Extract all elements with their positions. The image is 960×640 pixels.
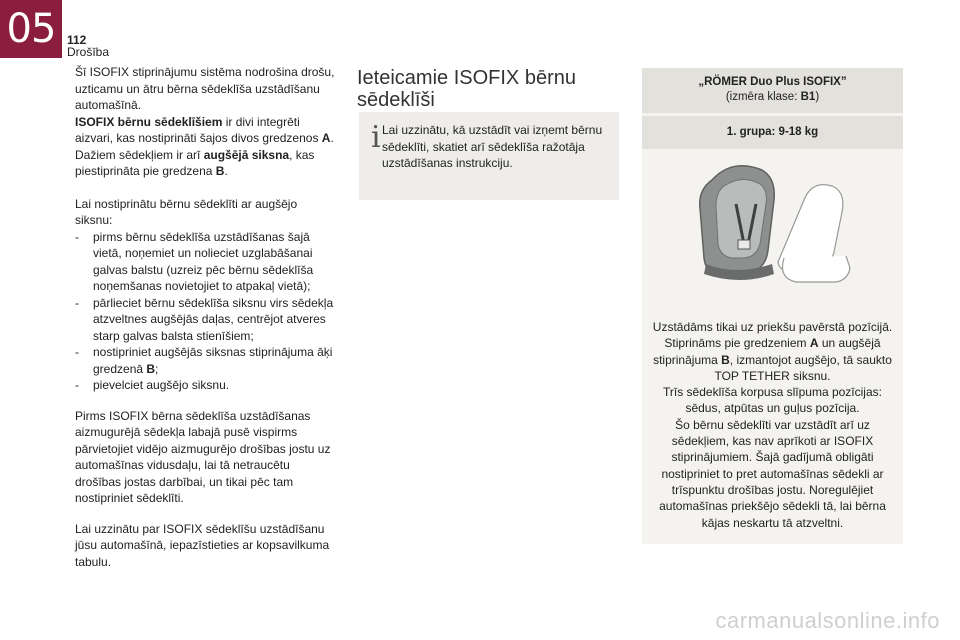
watermark: carmanualsonline.info (715, 608, 940, 633)
intro-text: Šī ISOFIX stiprinājumu sistēma nodrošina drošu, uzticamu un ātru bērna sēdeklīša uzstādīšanu automašīnā. (75, 65, 335, 112)
ring-b-label: B (721, 352, 730, 367)
info-text: Lai uzzinātu, kā uzstādīt vai izņemt bērnu sēdeklīti, skatiet arī sēdeklīša ražotāja uzstādīšanas instrukciju. (382, 123, 603, 170)
desc-text: , izmantojot augšējo, tā saukto TOP TETHER siksnu. (714, 352, 892, 383)
intro-bold: ISOFIX bērnu sēdeklīšiem (75, 114, 223, 129)
vehicle-seat-cushion (783, 256, 851, 282)
top-tether-bold: augšējā siksna (203, 147, 290, 162)
left-column (75, 64, 337, 570)
ring-a-label: A (321, 131, 331, 145)
summary-table-paragraph: Lai uzzinātu par ISOFIX sēdeklīšu uzstādīšanu jūsu automašīnā, iepazīstieties ar kopsavilkuma tabulu. (75, 521, 330, 569)
intro-text-3b: , kas piestiprināta pie gredzena (75, 147, 315, 178)
page-number: 112 (67, 33, 87, 47)
size-class: B1 (800, 91, 816, 103)
desc-non-isofix: Šo bērnu sēdeklīti var uzstādīt arī uz sēdekļiem, kas nav aprīkoti ar ISOFIX stiprinājumiem. Šajā gadījumā obligāti nostipriniet to pret automašīnas sēdekli ar trīspunktu drošības jostu. Noregulējiet automašīnas priekšējo sēdekli tā, lai bērna kājas neskartu tā atzveltni. (659, 417, 886, 530)
seat-panel (642, 68, 903, 544)
info-box (359, 112, 619, 200)
desc-text: un augšējā stiprinājuma (653, 336, 881, 367)
seat-description (646, 319, 899, 531)
ring-a-label: A (809, 336, 819, 351)
desc-recline: Trīs sēdeklīša korpusa slīpuma pozīcijas: sēdus, atpūtas un guļus pozīcija. (663, 385, 882, 416)
info-icon: i (371, 120, 381, 155)
fasten-intro: Lai nostiprinātu bērnu sēdeklīti ar augšējo siksnu: (75, 196, 298, 227)
isofix-intro: Šī ISOFIX stiprinājumu sistēma nodrošina drošu, uzticamu un ātru bērna sēdeklīša uzstādīšanu automašīnā. ISOFIX bērnu sēdeklīšiem ir divi integrēti aizvari, kas nostiprināti šajos divos gredzenos A. Dažiem sēdekļiem ir arī augšējā siksna, kas piestiprināta pie gredzena B. (75, 65, 335, 178)
step-item: - nostipriniet augšējās siksnas stiprinājuma āķi gredzenā B; (75, 344, 337, 377)
step-text: nostipriniet augšējās siksnas stiprinājuma āķi gredzenā (93, 345, 333, 376)
step-item: - pievelciet augšējo siksnu. (75, 377, 337, 394)
rear-seat-paragraph: Pirms ISOFIX bērna sēdeklīša uzstādīšanas aizmugurējā sēdekļa labajā pusē vispirms pārvietojiet vidējo aizmugurējo drošības jostu uz automašīnas vidusdaļu, lai tā netraucētu drošības jostas darbībai, un tikai pēc tam nostipriniet sēdeklīti. (75, 408, 331, 505)
seat-name: „RÖMER Duo Plus ISOFIX” (698, 76, 847, 88)
child-seat-illustration (692, 160, 862, 290)
desc-orientation: Uzstādāms tikai uz priekšu pavērstā pozīcijā. (652, 320, 893, 334)
desc-fastening (653, 336, 892, 383)
ring-b-label: B (146, 361, 156, 376)
desc-text: Stiprināms pie gredzeniem (664, 336, 810, 351)
seat-header: „RÖMER Duo Plus ISOFIX” (izmēra klase: B1) (642, 68, 903, 113)
section-title: Ieteicamie ISOFIX bērnu sēdeklīši (357, 67, 576, 111)
section-name: Drošība (67, 45, 110, 59)
chapter-tab: 05 (0, 0, 62, 58)
group-header: 1. grupa: 9-18 kg (642, 116, 903, 149)
harness-buckle (738, 240, 750, 249)
ring-b-label: B (215, 164, 225, 178)
step-item: - pirms bērnu sēdeklīša uzstādīšanas šajā vietā, noņemiet un nolieciet uzglabāšanai galvas balstu (uzreiz pēc bērnu sēdeklīša noņemšanas novietojiet to atpakaļ vietā); (75, 229, 337, 295)
intro-text-2: ir divi integrēti aizvari, kas nostiprināti šajos divos gredzenos (75, 114, 322, 145)
fasten-steps (75, 229, 337, 394)
intro-text-3: Dažiem sēdekļiem ir arī (75, 147, 204, 162)
step-item: - pārlieciet bērnu sēdeklīša siksnu virs sēdekļa atzveltnes augšējās daļas, centrējot atveres starp galvas balsta stienīšiem; (75, 295, 337, 345)
size-class-label: (izmēra klase: (725, 91, 801, 103)
